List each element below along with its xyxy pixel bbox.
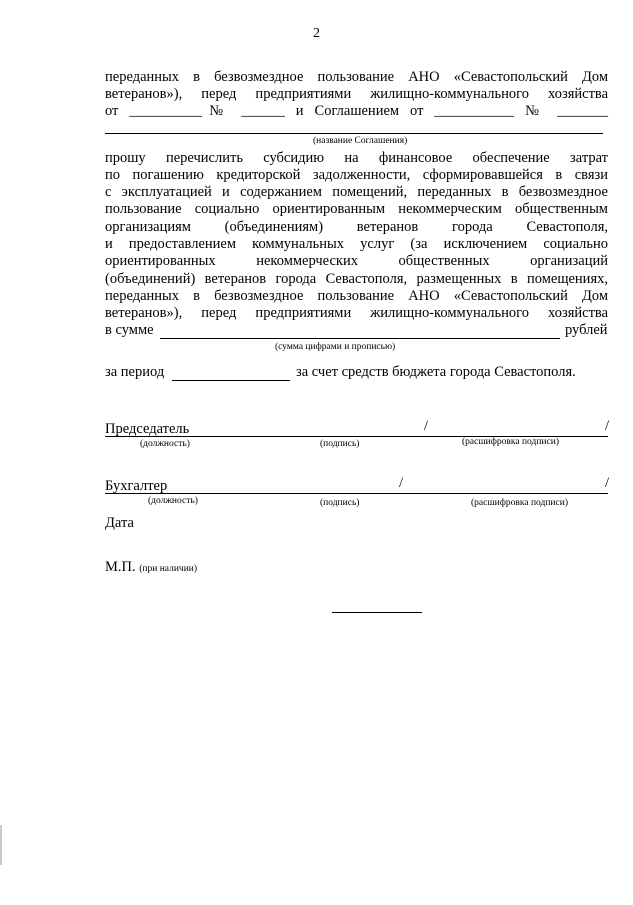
stamp-label <box>105 559 197 578</box>
paragraph2-line-6: и предоставлением коммунальных услуг (за исключением социально <box>105 236 608 252</box>
caption-amount: (сумма цифрами и прописью) <box>275 342 396 352</box>
signature-slash-4: / <box>605 475 610 491</box>
caption-decoding-accountant: (расшифровка подписи) <box>471 498 568 508</box>
date-label: Дата <box>105 515 134 531</box>
paragraph2-line-8: (объединений) ветеранов города Севастополя, размещенных в помещениях, <box>105 271 608 287</box>
paragraph1-line-1: переданных в безвозмездное пользование АНО «Севастопольский Дом <box>105 69 608 85</box>
paragraph2-line-9: переданных в безвозмездное пользование АНО «Севастопольский Дом <box>105 288 608 304</box>
paragraph2-line-3: с эксплуатацией и содержанием помещений, переданных в безвозмездное <box>105 184 608 200</box>
amount-prefix: в сумме <box>105 322 154 338</box>
amount-suffix: рублей <box>565 322 608 338</box>
caption-signature-chairman: (подпись) <box>320 439 360 449</box>
paragraph2-line-1: прошу перечислить субсидию на финансовое обеспечение затрат <box>105 150 608 166</box>
paragraph2-line-5: организациям (объединениям) ветеранов города Севастополя, <box>105 219 608 235</box>
caption-position-chairman: (должность) <box>140 439 190 449</box>
period-line <box>172 380 290 381</box>
amount-line <box>160 338 560 339</box>
signature-role-chairman: Председатель <box>105 421 190 437</box>
page-number: 2 <box>313 26 320 41</box>
paragraph2-line-2: по погашению кредиторской задолженности, сформировавшейся в связи <box>105 167 608 183</box>
signature-slash-1: / <box>424 418 429 434</box>
paragraph2-line-4: пользование социально ориентированным некоммерческим общественным <box>105 201 608 217</box>
signature-slash-3: / <box>399 475 404 491</box>
paragraph1-line-2: ветеранов»), перед предприятиями жилищно-коммунального хозяйства <box>105 86 608 102</box>
paragraph1-line-3: от __________№ ______ и Соглашением от ___________ № _______ <box>105 103 608 119</box>
closing-rule <box>332 612 422 613</box>
caption-decoding-chairman: (расшифровка подписи) <box>462 437 559 447</box>
caption-signature-accountant: (подпись) <box>320 498 360 508</box>
stamp-abbrev: М.П. <box>105 559 136 575</box>
signature-line-accountant <box>105 493 608 494</box>
paragraph2-line-7: ориентированных некоммерческих общественных организаций <box>105 253 608 269</box>
signature-slash-2: / <box>605 418 610 434</box>
caption-position-accountant: (должность) <box>148 496 198 506</box>
period-prefix: за период <box>105 364 165 380</box>
stamp-note: (при наличии) <box>139 564 198 574</box>
signature-role-accountant: Бухгалтер <box>105 478 168 494</box>
period-suffix: за счет средств бюджета города Севастополя. <box>296 364 576 380</box>
caption-agreement-name: (название Соглашения) <box>313 136 408 146</box>
agreement-name-line <box>105 133 603 134</box>
paragraph2-line-10: ветеранов»), перед предприятиями жилищно-коммунального хозяйства <box>105 305 608 321</box>
scan-edge-mark <box>0 825 2 865</box>
